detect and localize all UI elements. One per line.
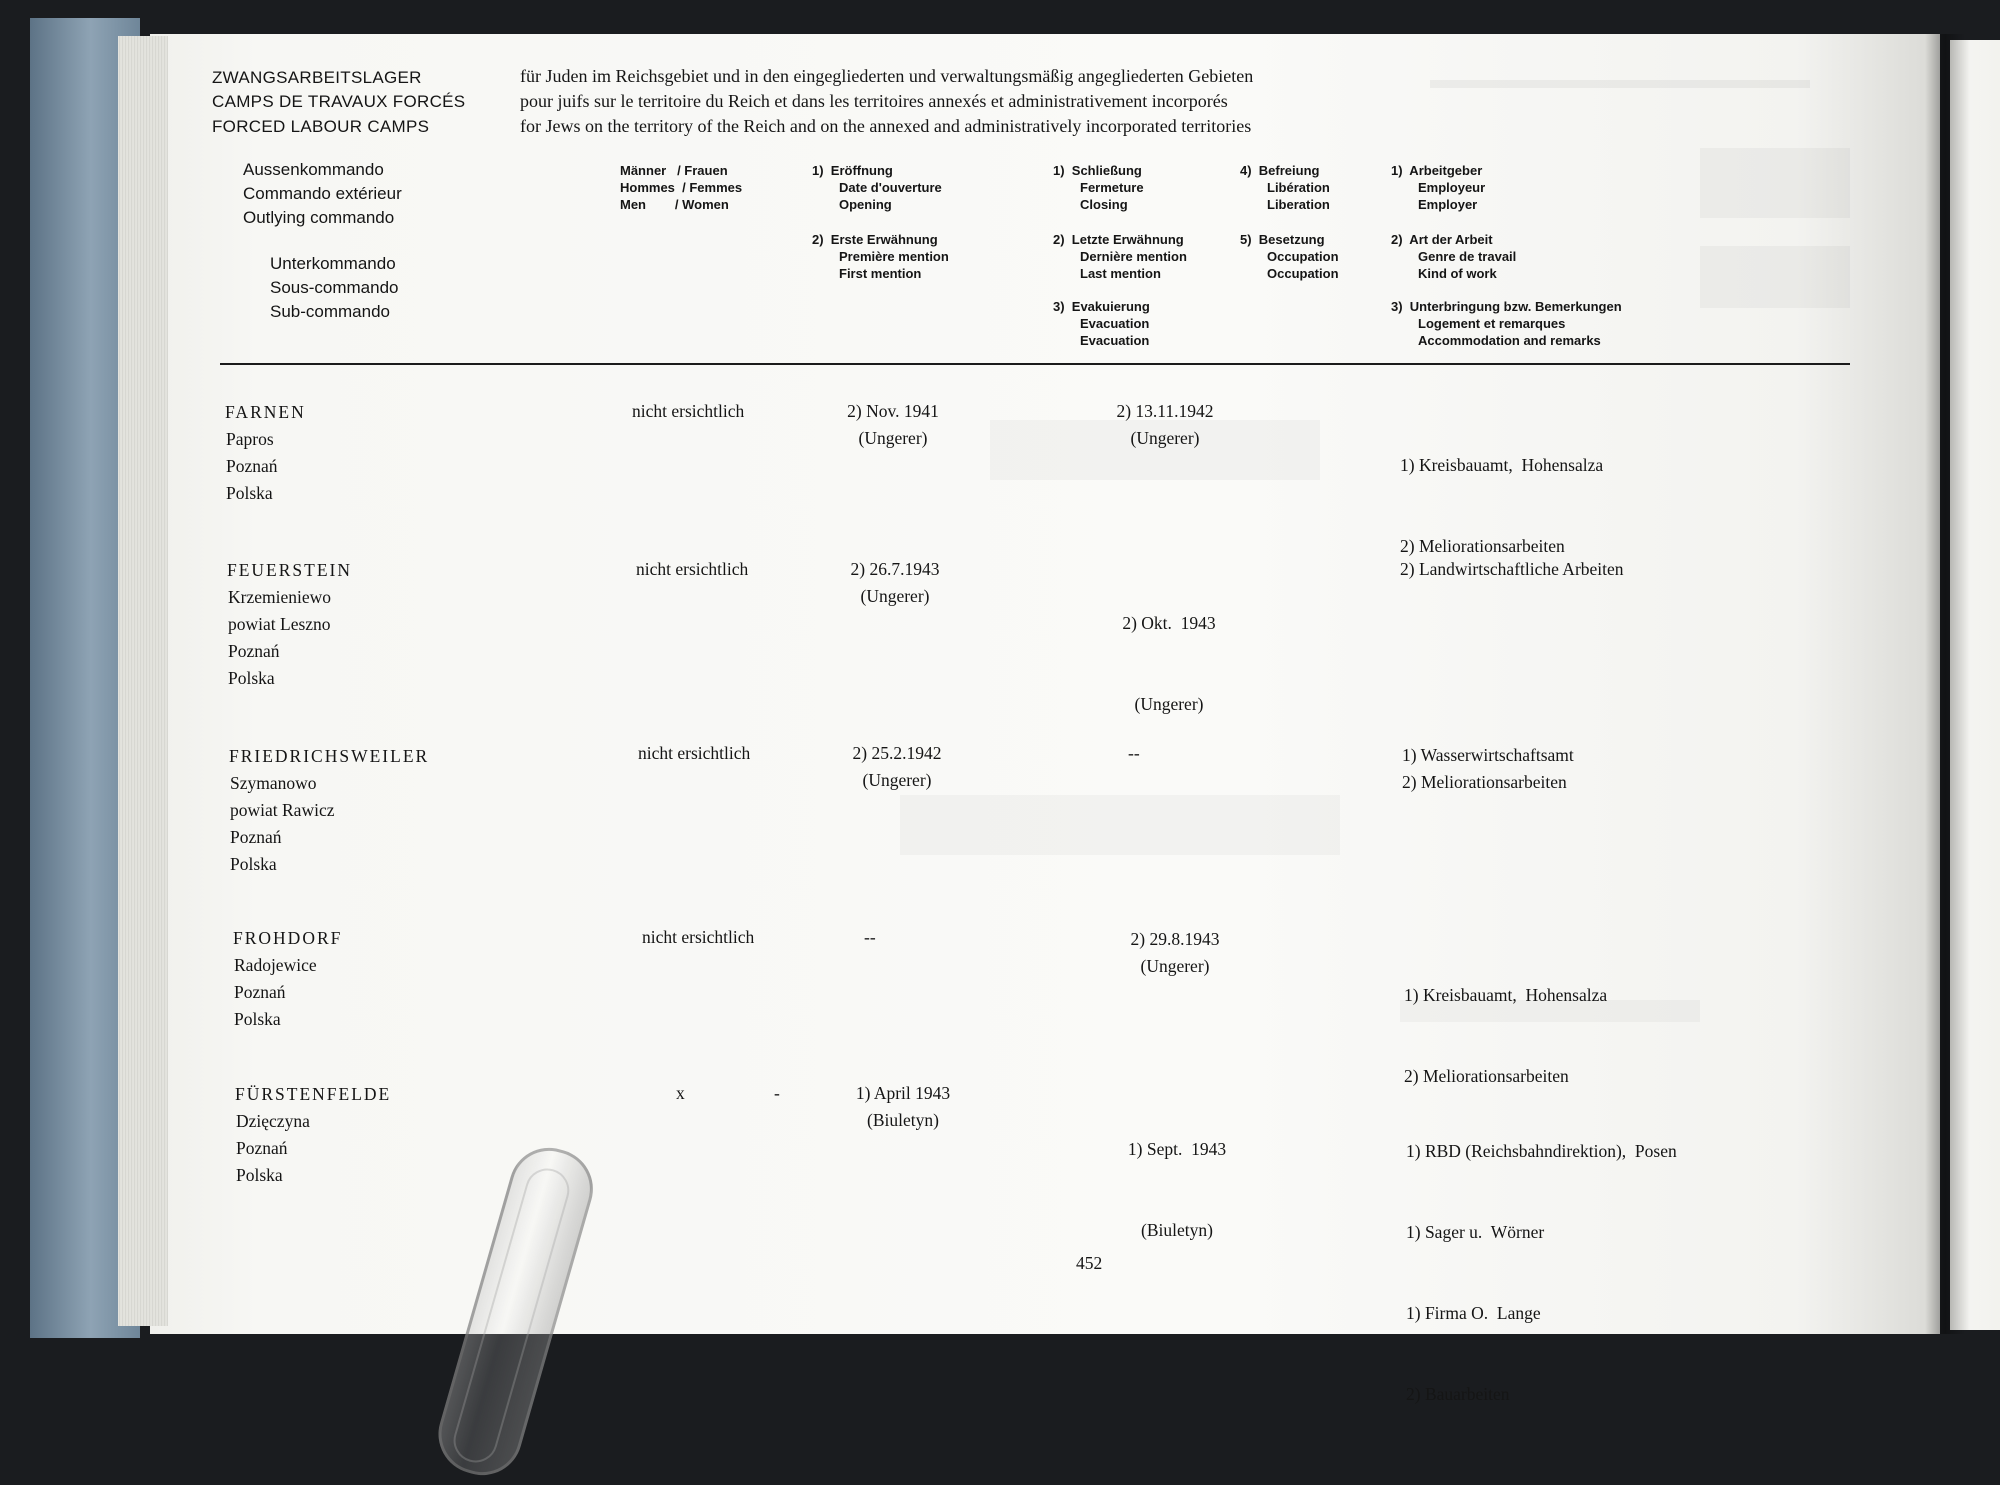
col-kind-of-work: 2) Art der Arbeit Genre de travail Kind of work xyxy=(1391,232,1517,281)
title-de: ZWANGSARBEITSLAGER xyxy=(212,68,422,87)
subtitle-de: für Juden im Reichsgebiet und in den eingegliederten und verwaltungsmäßig angegliederten Gebieten xyxy=(520,66,1254,86)
women-cell: - xyxy=(774,1083,780,1103)
camp-location: Radojewice Poznań Polska xyxy=(234,955,317,1029)
legend-sub-fr: Sous-commando xyxy=(270,278,399,297)
col-occupation: 5) Besetzung Occupation Occupation xyxy=(1240,232,1339,281)
men-cell: x xyxy=(676,1083,685,1103)
remarks-cell: 1) Kreisbauamt, Hohensalza 2) Meliorationsarbeiten xyxy=(1400,455,1604,556)
title-fr: CAMPS DE TRAVAUX FORCÉS xyxy=(212,92,466,111)
closing-cell: 2) 13.11.1942 (Ungerer) xyxy=(1116,401,1214,448)
camp-location: Krzemieniewo powiat Leszno Poznań Polska xyxy=(228,587,332,688)
legend-outlying-fr: Commando extérieur xyxy=(243,184,402,203)
next-page-edge xyxy=(1950,40,2000,1330)
camp-name: FRIEDRICHSWEILER xyxy=(229,746,430,766)
closing-cell: 2) Okt. 1943 (Ungerer) xyxy=(1122,613,1216,714)
closing-cell: -- xyxy=(1128,743,1140,763)
legend-sub-de: Unterkommando xyxy=(270,254,396,273)
camp-location: Szymanowo powiat Rawicz Poznań Polska xyxy=(230,773,335,874)
opening-cell: 1) April 1943 (Biuletyn) xyxy=(855,1083,951,1130)
opening-cell: 2) Nov. 1941 (Ungerer) xyxy=(847,401,939,448)
closing-cell: 1) Sept. 1943 (Biuletyn) xyxy=(1127,1139,1227,1240)
men-women-cell: nicht ersichtlich xyxy=(638,743,751,763)
col-accommodation: 3) Unterbringung bzw. Bemerkungen Logement et remarques Accommodation and remarks xyxy=(1391,299,1622,348)
camp-location: Papros Poznań Polska xyxy=(226,429,278,503)
remarks-cell: 1) RBD (Reichsbahndirektion), Posen 1) Sager u. Wörner 1) Firma O. Lange 2) Bauarbeiten xyxy=(1406,1141,1677,1404)
camp-name: FROHDORF xyxy=(233,928,343,948)
remarks-cell: 2) Landwirtschaftliche Arbeiten xyxy=(1400,559,1624,579)
title-en: FORCED LABOUR CAMPS xyxy=(212,117,430,136)
col-liberation: 4) Befreiung Libération Liberation xyxy=(1240,163,1330,212)
opening-cell: -- xyxy=(864,927,876,947)
col-first-mention: 2) Erste Erwähnung Première mention First mention xyxy=(812,232,949,281)
camp-location: Dzięczyna Poznań Polska xyxy=(236,1111,310,1185)
remarks-cell: 1) Kreisbauamt, Hohensalza 2) Meliorationsarbeiten xyxy=(1404,985,1608,1086)
col-men-women: Männer / Frauen Hommes / Femmes Men / Women xyxy=(620,163,743,212)
legend-outlying-de: Aussenkommando xyxy=(243,160,384,179)
men-women-cell: nicht ersichtlich xyxy=(636,559,749,579)
camp-name: FÜRSTENFELDE xyxy=(235,1084,392,1104)
legend-outlying-en: Outlying commando xyxy=(243,208,395,227)
col-opening: 1) Eröffnung Date d'ouverture Opening xyxy=(812,163,942,212)
opening-cell: 2) 25.2.1942 (Ungerer) xyxy=(852,743,942,790)
camp-name: FARNEN xyxy=(225,402,306,422)
col-closing: 1) Schließung Fermeture Closing xyxy=(1053,163,1144,212)
page-edges xyxy=(118,36,168,1326)
col-employer: 1) Arbeitgeber Employeur Employer xyxy=(1391,163,1486,212)
closing-cell: 2) 29.8.1943 (Ungerer) xyxy=(1130,929,1220,976)
camp-name: FEUERSTEIN xyxy=(227,560,352,580)
subtitle-fr: pour juifs sur le territoire du Reich et dans les territoires annexés et administrativement incorporés xyxy=(520,91,1228,111)
men-women-cell: nicht ersichtlich xyxy=(632,401,745,421)
legend-sub-en: Sub-commando xyxy=(270,302,391,321)
remarks-cell: 1) Wasserwirtschaftsamt 2) Meliorationsarbeiten xyxy=(1402,745,1574,792)
col-evacuation: 3) Evakuierung Evacuation Evacuation xyxy=(1053,299,1150,348)
page-number: 452 xyxy=(1076,1253,1103,1273)
col-last-mention: 2) Letzte Erwähnung Dernière mention Last mention xyxy=(1053,232,1187,281)
men-women-cell: nicht ersichtlich xyxy=(642,927,755,947)
subtitle-en: for Jews on the territory of the Reich and on the annexed and administratively incorporated territories xyxy=(520,116,1252,136)
header-rule xyxy=(220,363,1850,365)
opening-cell: 2) 26.7.1943 (Ungerer) xyxy=(850,559,940,606)
